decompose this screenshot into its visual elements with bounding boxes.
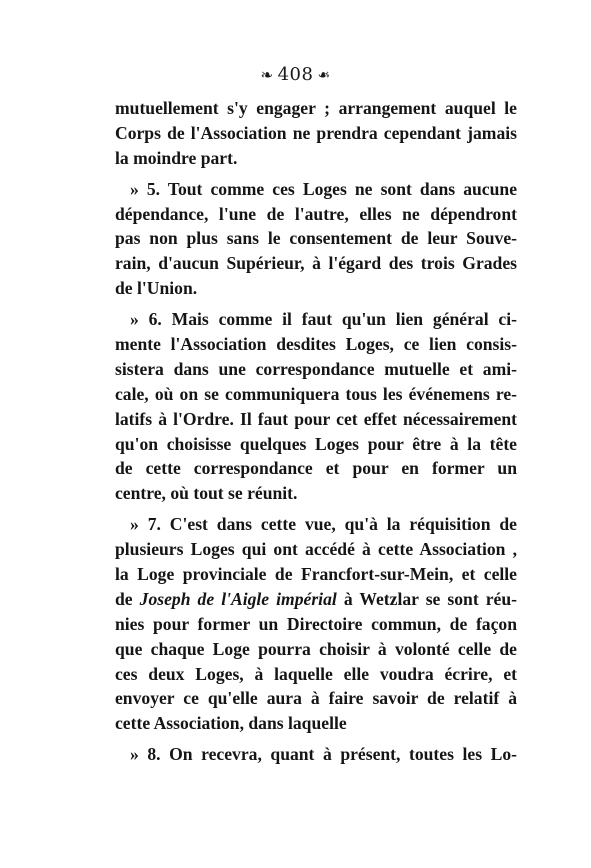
- text-line: sistera dans une correspondance mutuelle et ami-: [115, 358, 517, 379]
- text-line: latifs à l'Ordre. Il faut pour cet effet nécessairement: [115, 408, 517, 429]
- text-segment: de: [115, 588, 140, 609]
- text-line: » 6. Mais comme il faut qu'un lien général ci-: [130, 309, 517, 330]
- right-ornament-icon: ❧: [317, 66, 331, 84]
- text-line: mente l'Association desdites Loges, ce lien consis-: [115, 334, 517, 355]
- text-line: centre, où tout se réunit.: [115, 483, 298, 504]
- text-segment: à Wetzlar se sont réu-: [336, 588, 518, 609]
- text-line: qu'on choisisse quelques Loges pour être à la tête: [115, 433, 517, 454]
- text-line: de cette correspondance et pour en former un: [115, 458, 517, 479]
- left-ornament-icon: ❧: [260, 66, 274, 84]
- text-line: de l'Union.: [115, 278, 198, 299]
- text-line: pas non plus sans le consentement de leur Souve-: [115, 228, 517, 249]
- text-line: rain, d'aucun Supérieur, à l'égard des trois Grades: [115, 253, 517, 274]
- text-line: cette Association, dans laquelle: [115, 713, 347, 734]
- text-line: plusieurs Loges qui ont accédé à cette Association ,: [115, 539, 517, 560]
- text-line: » 5. Tout comme ces Loges ne sont dans aucune: [130, 178, 517, 199]
- text-line: » 8. On recevra, quant à présent, toutes les Lo-: [130, 744, 517, 765]
- text-line-mixed: [115, 587, 517, 612]
- text-line: dépendance, l'une de l'autre, elles ne dépendront: [115, 203, 517, 224]
- italic-lodge-name: Joseph de l'Aigle impérial: [139, 588, 337, 609]
- text-line: mutuellement s'y engager ; arrangement auquel le: [115, 98, 517, 118]
- text-line: cale, où on se communiquera tous les événemens re-: [115, 383, 517, 404]
- text-line: envoyer ce qu'elle aura à faire savoir de relatif à: [115, 688, 517, 709]
- text-line: la Loge provinciale de Francfort-sur-Mein, et celle: [115, 564, 517, 585]
- body-text: [115, 96, 517, 767]
- text-line: que chaque Loge pourra choisir à volonté celle de: [115, 638, 517, 659]
- page-number: 408: [277, 64, 314, 85]
- text-line: Corps de l'Association ne prendra cependant jamais: [115, 122, 517, 143]
- text-line: » 7. C'est dans cette vue, qu'à la réquisition de: [130, 514, 517, 535]
- text-line: ces deux Loges, à laquelle elle voudra écrire, et: [115, 663, 517, 684]
- text-line: nies pour former un Directoire commun, de façon: [115, 613, 517, 634]
- page-header: [0, 64, 591, 85]
- text-line: la moindre part.: [115, 147, 238, 168]
